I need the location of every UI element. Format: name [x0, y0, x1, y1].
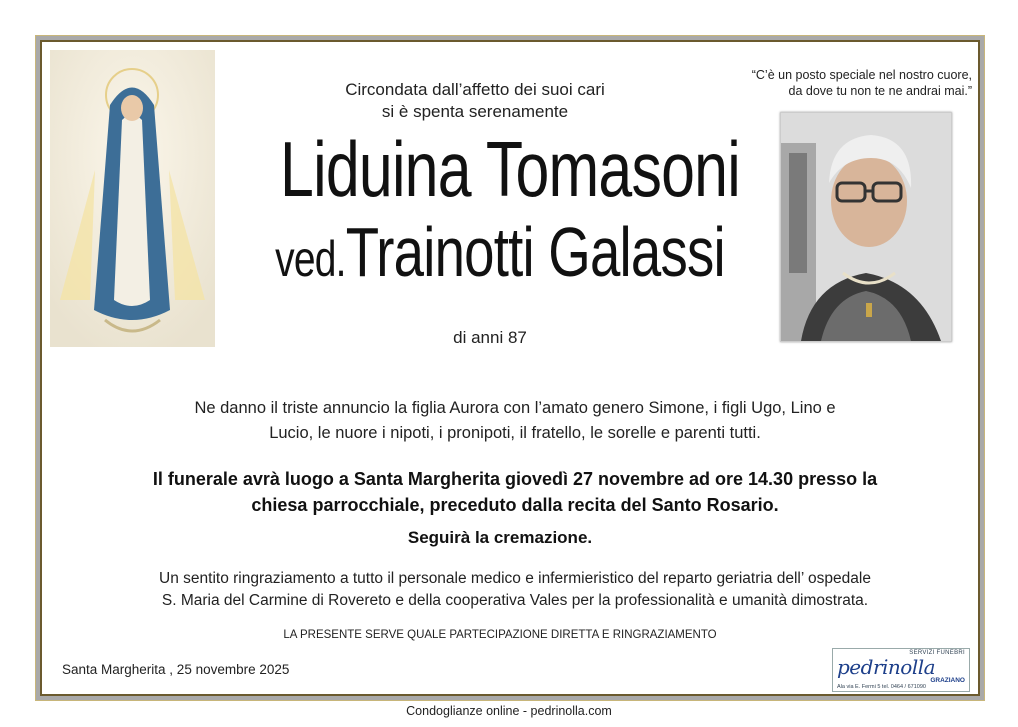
funeral-service-logo [832, 648, 970, 692]
thanks-line-2: S. Maria del Carmine di Rovereto e della cooperativa Vales per la professionalità e umanità dimostrata. [161, 592, 869, 609]
deceased-name: Liduina Tomasoni [280, 125, 740, 213]
funeral-line-1: Il funerale avrà luogo a Santa Margherita giovedì 27 novembre ad ore 14.30 presso la [152, 469, 878, 489]
quote-line-2: da dove tu non te ne andrai mai.” [788, 84, 972, 98]
logo-tagline: SERVIZI FUNEBRI [909, 650, 965, 656]
madonna-image [50, 50, 215, 347]
quote-line-1: “C’è un posto speciale nel nostro cuore, [751, 68, 972, 82]
portrait-photo [780, 112, 952, 342]
deceased-married-name [250, 212, 749, 312]
thanks-text [90, 568, 940, 612]
quote-text [680, 67, 972, 99]
place-date: Santa Margherita , 25 novembre 2025 [62, 662, 290, 677]
announcement-line-2: Lucio, le nuore i nipoti, i pronipoti, il fratello, le sorelle e parenti tutti. [269, 424, 761, 442]
funeral-line-2: chiesa parrocchiale, preceduto dalla recita del Santo Rosario. [251, 495, 779, 515]
intro-text [295, 79, 655, 123]
intro-line-1: Circondata dall’affetto dei suoi cari [345, 80, 605, 99]
married-surname: Trainotti Galassi [345, 213, 725, 291]
thanks-line-1: Un sentito ringraziamento a tutto il personale medico e infermieristico del reparto geriatria dell’ ospedale [159, 570, 871, 587]
notice-frame [36, 36, 984, 700]
obituary-card [40, 40, 980, 696]
widow-prefix: ved. [275, 231, 346, 287]
logo-address: Ala via E. Fermi 5 tel. 0464 / 671090 [837, 684, 926, 690]
intro-line-2: si è spenta serenamente [381, 102, 569, 121]
cremation-note: Seguirà la cremazione. [407, 528, 593, 547]
announcement-text [100, 396, 930, 446]
logo-subtitle: GRAZIANO [930, 677, 965, 684]
funeral-details [60, 466, 970, 518]
condolences-link[interactable]: Condoglianze online - pedrinolla.com [406, 704, 612, 718]
age-text: di anni 87 [453, 328, 527, 347]
logo-brand: pedrinolla [837, 655, 936, 679]
announcement-line-1: Ne danno il triste annuncio la figlia Aurora con l’amato genero Simone, i figli Ugo, Lino e [194, 399, 836, 417]
participation-note: LA PRESENTE SERVE QUALE PARTECIPAZIONE DIRETTA E RINGRAZIAMENTO [283, 629, 717, 641]
